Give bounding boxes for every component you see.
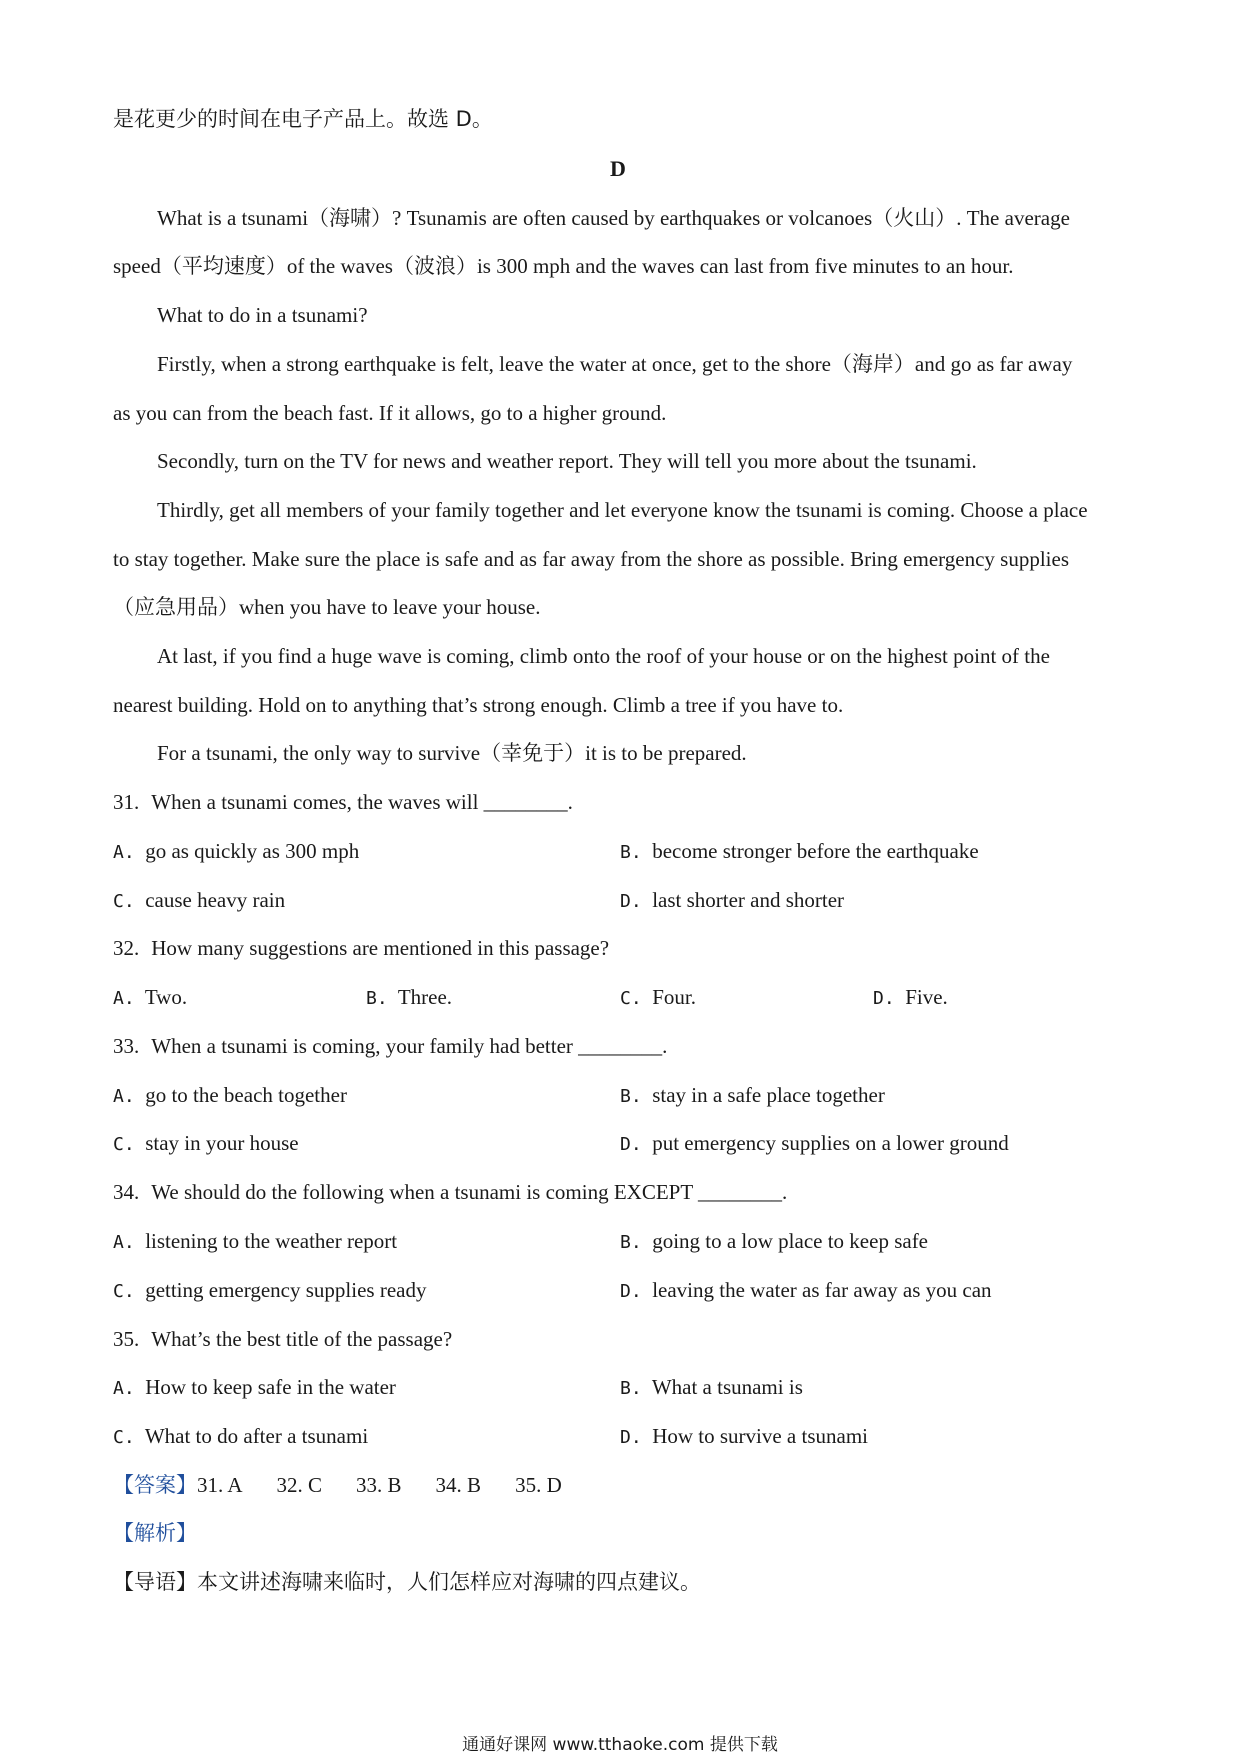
option-letter: A. (113, 1378, 135, 1399)
option-35b[interactable] (620, 1372, 803, 1404)
option-32d[interactable] (873, 982, 948, 1014)
option-letter: B. (620, 1086, 642, 1107)
option-text: Four. (652, 985, 696, 1009)
option-34d[interactable] (620, 1275, 992, 1307)
option-letter: D. (620, 891, 642, 912)
answer-item: 34. B (435, 1473, 482, 1497)
option-text: cause heavy rain (145, 888, 286, 912)
passage-line: Secondly, turn on the TV for news and weather report. They will tell you more about the tsunami. (157, 449, 977, 473)
option-text: Two. (144, 985, 188, 1009)
question-31 (113, 787, 573, 817)
option-text: What a tsunami is (651, 1375, 803, 1399)
intro-label: 【导语】 (113, 1570, 197, 1594)
passage-line: Firstly, when a strong earthquake is felt, leave the water at once, get to the shore（海岸）and go as far away (157, 352, 1073, 376)
option-text: How to keep safe in the water (145, 1375, 396, 1399)
passage-line: nearest building. Hold on to anything that’s strong enough. Climb a tree if you have to. (113, 693, 844, 717)
option-letter: D. (873, 988, 895, 1009)
answer-item: 32. C (276, 1473, 323, 1497)
option-text: go as quickly as 300 mph (145, 839, 360, 863)
option-31b[interactable] (620, 836, 979, 868)
option-text: stay in a safe place together (652, 1083, 885, 1107)
passage-line: as you can from the beach fast. If it allows, go to a higher ground. (113, 401, 667, 425)
option-35c[interactable] (113, 1421, 368, 1453)
option-text: Five. (905, 985, 948, 1009)
option-31d[interactable] (620, 885, 844, 917)
answer-item: 31. A (197, 1473, 243, 1497)
option-text: become stronger before the earthquake (652, 839, 979, 863)
option-letter: D. (620, 1427, 642, 1448)
answer-line (113, 1470, 596, 1500)
option-letter: D. (620, 1281, 642, 1302)
passage-line: What is a tsunami（海啸）? Tsunamis are often caused by earthquakes or volcanoes（火山）. The average (157, 206, 1070, 230)
option-letter: A. (113, 1086, 135, 1107)
option-letter: C. (620, 988, 642, 1009)
option-text: go to the beach together (145, 1083, 347, 1107)
option-letter: D. (620, 1134, 642, 1155)
option-text: put emergency supplies on a lower ground (652, 1131, 1009, 1155)
intro-text: 本文讲述海啸来临时，人们怎样应对海啸的四点建议。 (197, 1570, 701, 1594)
question-number: 33. (113, 1034, 140, 1058)
passage-line: to stay together. Make sure the place is safe and as far away from the shore as possible. Bring emergency supplies (113, 547, 1069, 571)
top-line: 是花更少的时间在电子产品上。故选 D。 (113, 107, 493, 131)
answer-label: 【答案】 (113, 1473, 197, 1497)
question-33 (113, 1031, 667, 1061)
analysis-label-text: 【解析】 (113, 1521, 197, 1545)
passage-line: （应急用品）when you have to leave your house. (113, 595, 541, 619)
option-35a[interactable] (113, 1372, 396, 1404)
question-text: We should do the following when a tsunami is coming EXCEPT ________. (151, 1180, 788, 1204)
passage-line: speed（平均速度）of the waves（波浪）is 300 mph and the waves can last from five minutes to an hour. (113, 254, 1014, 278)
analysis-label (113, 1518, 197, 1548)
option-letter: C. (113, 1134, 135, 1155)
option-31c[interactable] (113, 885, 285, 917)
question-text: When a tsunami comes, the waves will ________. (151, 790, 573, 814)
answer-item: 33. B (356, 1473, 402, 1497)
option-32a[interactable] (113, 982, 187, 1014)
option-letter: A. (113, 988, 135, 1009)
question-number: 35. (113, 1327, 140, 1351)
intro-line (113, 1567, 701, 1597)
passage-line: At last, if you find a huge wave is coming, climb onto the roof of your house or on the highest point of the (157, 644, 1050, 668)
question-35 (113, 1324, 452, 1354)
passage-line: What to do in a tsunami? (157, 303, 368, 327)
option-letter: A. (113, 842, 135, 863)
option-letter: C. (113, 1281, 135, 1302)
option-letter: A. (113, 1232, 135, 1253)
option-text: What to do after a tsunami (144, 1424, 369, 1448)
option-letter: C. (113, 891, 135, 912)
option-letter: B. (620, 1232, 642, 1253)
option-text: How to survive a tsunami (652, 1424, 868, 1448)
option-34a[interactable] (113, 1226, 397, 1258)
question-34 (113, 1177, 787, 1207)
option-text: listening to the weather report (145, 1229, 398, 1253)
question-text: What’s the best title of the passage? (151, 1327, 453, 1351)
option-text: going to a low place to keep safe (652, 1229, 929, 1253)
question-text: When a tsunami is coming, your family had better ________. (151, 1034, 668, 1058)
option-33d[interactable] (620, 1128, 1009, 1160)
option-text: getting emergency supplies ready (145, 1278, 427, 1302)
question-number: 32. (113, 936, 140, 960)
question-text: How many suggestions are mentioned in this passage? (151, 936, 610, 960)
option-text: last shorter and shorter (652, 888, 845, 912)
option-34c[interactable] (113, 1275, 426, 1307)
passage-line: Thirdly, get all members of your family together and let everyone know the tsunami is coming. Choose a place (157, 498, 1088, 522)
question-number: 31. (113, 790, 140, 814)
question-32 (113, 933, 609, 963)
answer-item: 35. D (515, 1473, 562, 1497)
option-letter: B. (620, 1378, 642, 1399)
option-32c[interactable] (620, 982, 696, 1014)
option-letter: B. (366, 988, 388, 1009)
option-33b[interactable] (620, 1080, 885, 1112)
section-title: D (610, 156, 626, 181)
option-letter: B. (620, 842, 642, 863)
option-32b[interactable] (366, 982, 452, 1014)
option-letter: C. (113, 1427, 135, 1448)
option-33c[interactable] (113, 1128, 299, 1160)
option-text: stay in your house (145, 1131, 299, 1155)
question-number: 34. (113, 1180, 140, 1204)
footer-text: 通通好课网 www.tthaoke.com 提供下载 (462, 1735, 778, 1755)
option-35d[interactable] (620, 1421, 868, 1453)
option-text: leaving the water as far away as you can (652, 1278, 992, 1302)
option-33a[interactable] (113, 1080, 347, 1112)
option-text: Three. (397, 985, 453, 1009)
option-34b[interactable] (620, 1226, 928, 1258)
passage-line: For a tsunami, the only way to survive（幸免于）it is to be prepared. (157, 741, 747, 765)
option-31a[interactable] (113, 836, 359, 868)
